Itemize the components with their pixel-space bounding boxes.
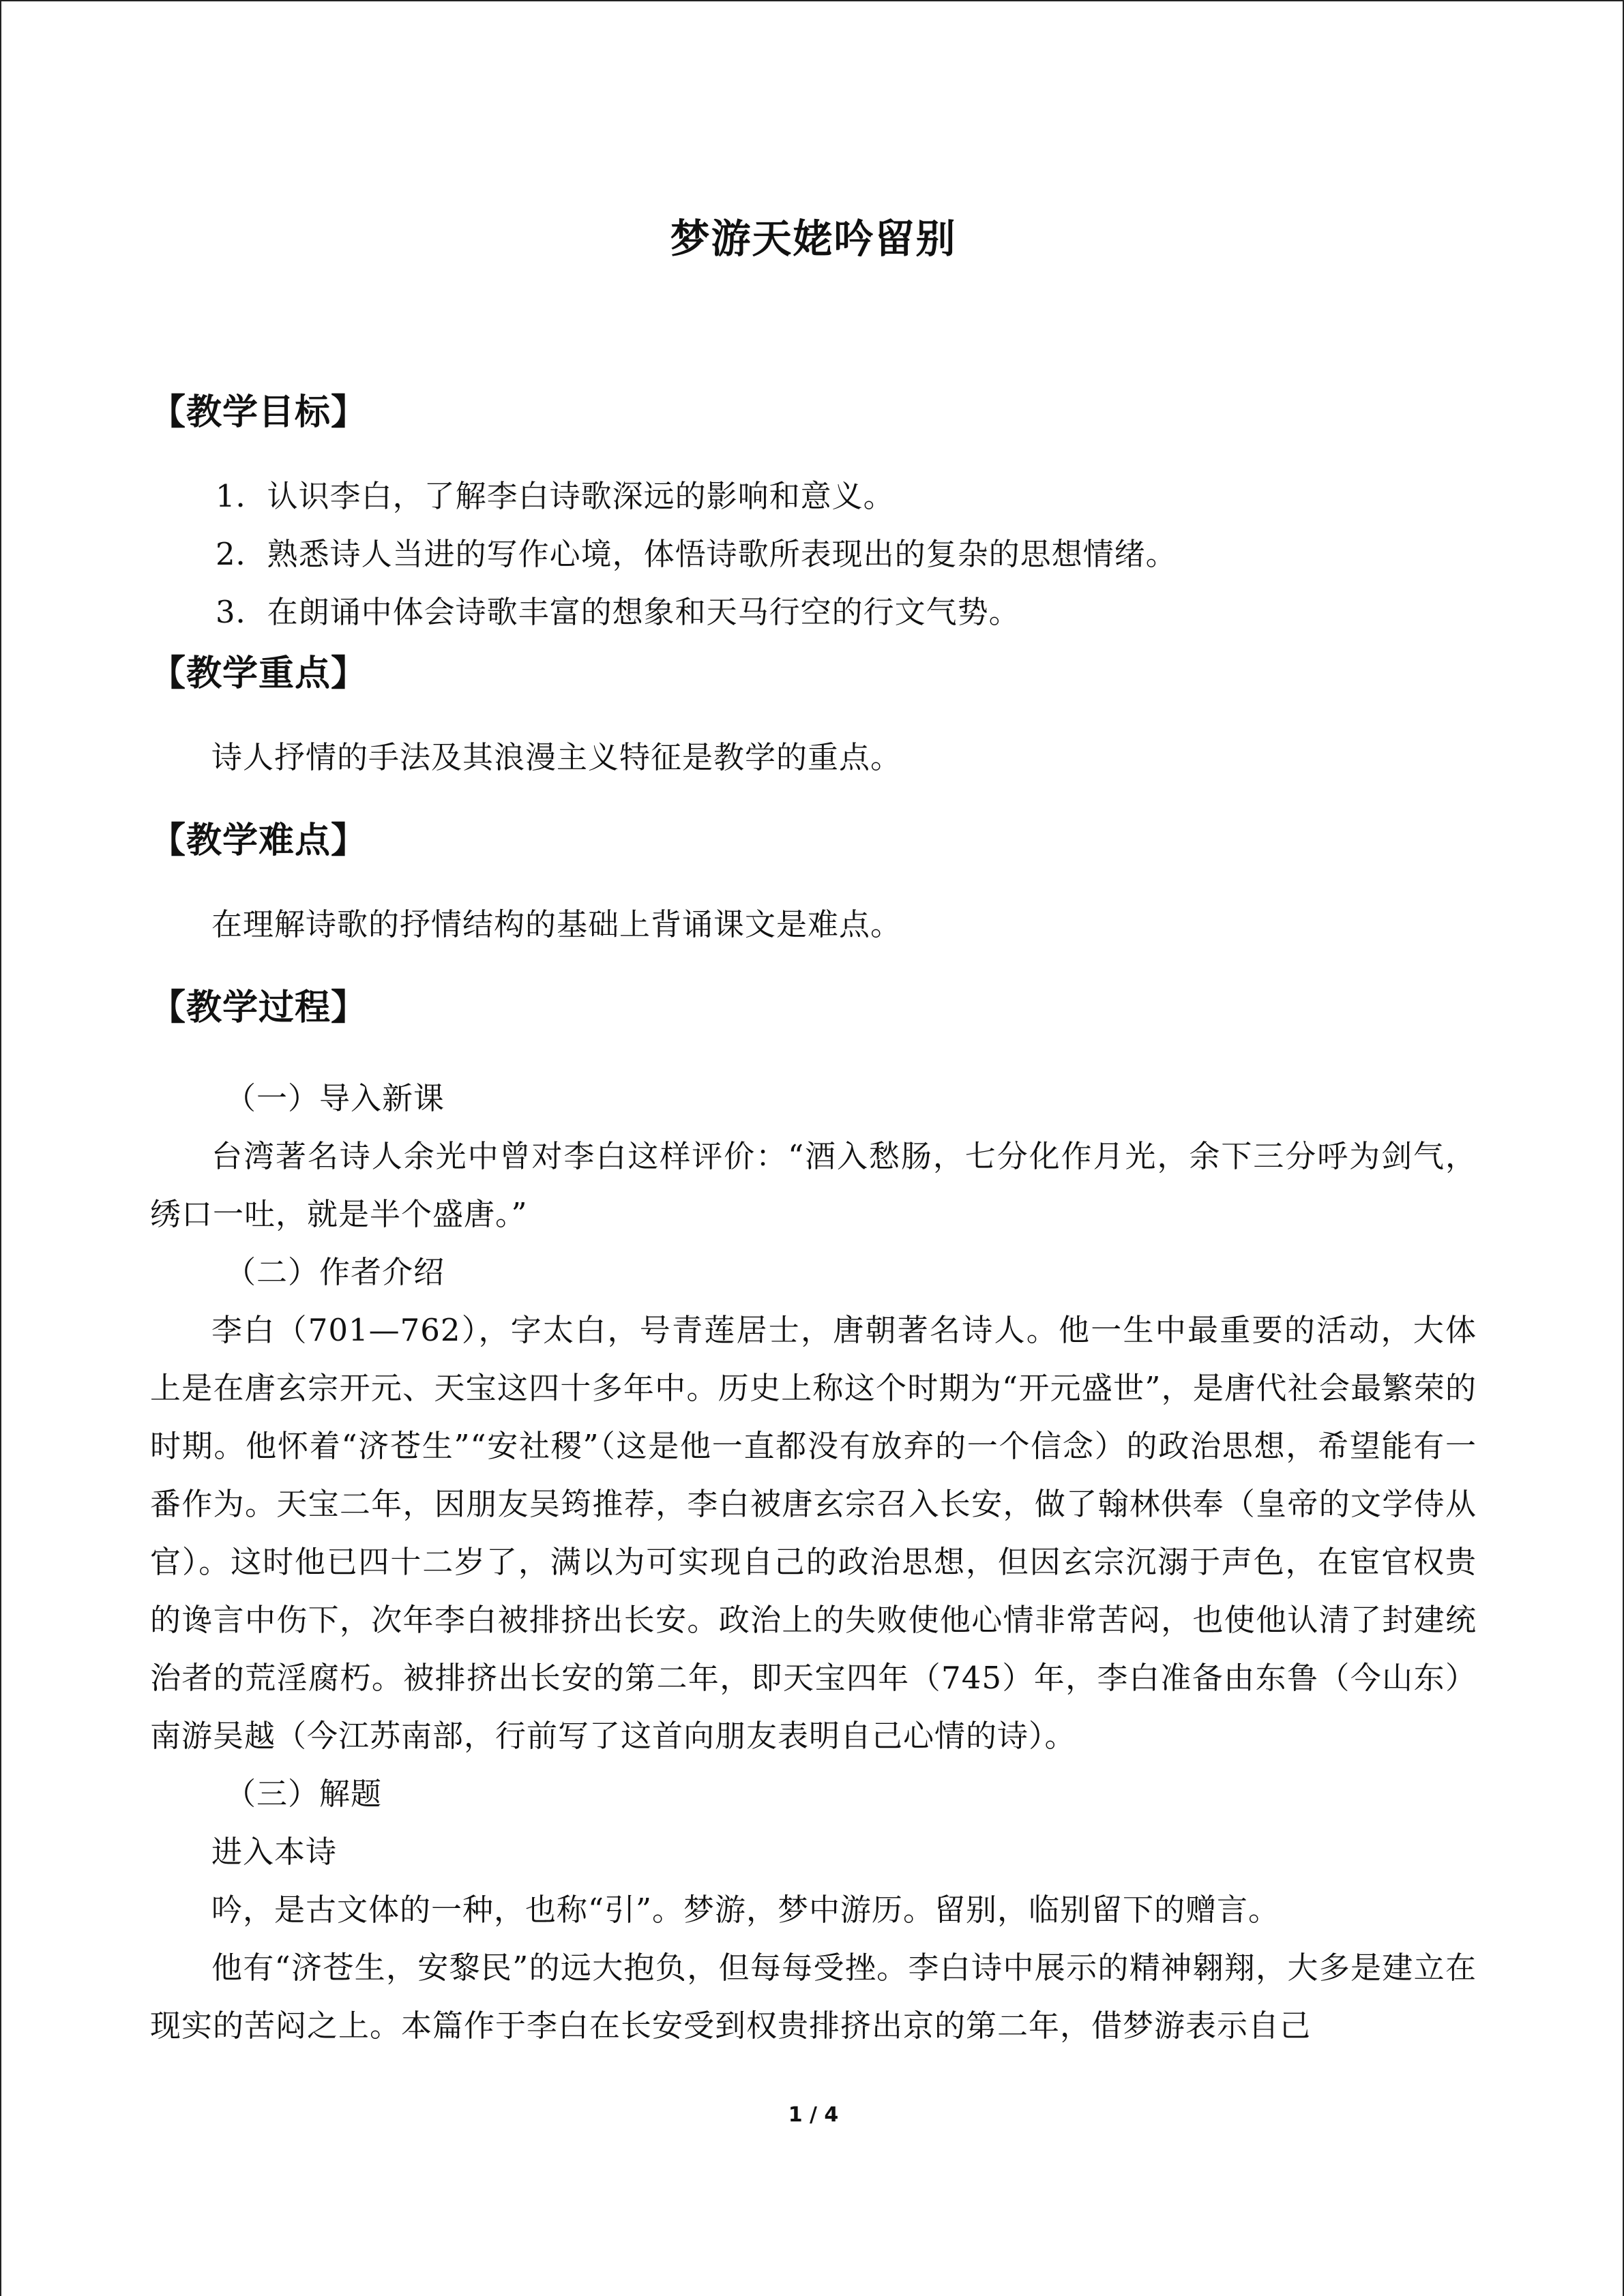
- section-heading-key-points: 【教学重点】: [150, 653, 368, 694]
- document-title: 梦游天姥吟留别: [670, 215, 957, 262]
- process-part1-title: （一）导入新课: [225, 1080, 445, 1116]
- objective-item-2: 2．熟悉诗人当进的写作心境，体悟诗歌所表现出的复杂的思想情绪。: [216, 536, 1177, 572]
- process-part3-title: （三）解题: [225, 1776, 383, 1812]
- process-part3-intro: 进入本诗: [211, 1834, 338, 1870]
- section-heading-process: 【教学过程】: [150, 987, 368, 1028]
- process-part3-text1: 吟，是古文体的一种，也称“引”。梦游，梦中游历。留别，临别留下的赠言。: [211, 1892, 1280, 1928]
- section-heading-objectives: 【教学目标】: [150, 392, 368, 433]
- objective-item-3: 3．在朗诵中体会诗歌丰富的想象和天马行空的行文气势。: [216, 594, 1020, 630]
- process-part1-text: 台湾著名诗人余光中曾对李白这样评价：“酒入愁肠，七分化作月光，余下三分呼为剑气，绣口一吐，就是半个盛唐。”: [150, 1138, 1477, 1232]
- objective-item-1: 1．认识李白，了解李白诗歌深远的影响和意义。: [216, 478, 895, 514]
- process-part2-title: （二）作者介绍: [225, 1254, 445, 1290]
- document-body: [150, 380, 1477, 2055]
- page-number: 1 / 4: [788, 2103, 839, 2127]
- process-part2-text: 李白（701—762），字太白，号青莲居士，唐朝著名诗人。他一生中最重要的活动，大体上是在唐玄宗开元、天宝这四十多年中。历史上称这个时期为“开元盛世”，是唐代社会最繁荣的时期。他怀着“济苍生”“安社稷”（这是他一直都没有放弃的一个信念）的政治思想，希望能有一番作为。天宝二年，因朋友吴筠推荐，李白被唐玄宗召入长安，做了翰林供奉（皇帝的文学侍从官）。这时他已四十二岁了，满以为可实现自己的政治思想，但因玄宗沉溺于声色，在宦官权贵的谗言中伤下，次年李白被排挤出长安。政治上的失败使他心情非常苦闷，也使他认清了封建统治者的荒淫腐朽。被排挤出长安的第二年，即天宝四年（745）年，李白准备由东鲁（今山东）南游吴越（今江苏南部，行前写了这首向朋友表明自己心情的诗）。: [150, 1312, 1477, 1754]
- key-points-text: 诗人抒情的手法及其浪漫主义特征是教学的重点。: [211, 739, 902, 775]
- process-part3-text2: 他有“济苍生，安黎民”的远大抱负，但每每受挫。李白诗中展示的精神翱翔，大多是建立在现实的苦闷之上。本篇作于李白在长安受到权贵排挤出京的第二年，借梦游表示自己: [150, 1950, 1477, 2044]
- difficulties-text: 在理解诗歌的抒情结构的基础上背诵课文是难点。: [211, 906, 902, 942]
- section-heading-difficulties: 【教学难点】: [150, 820, 368, 861]
